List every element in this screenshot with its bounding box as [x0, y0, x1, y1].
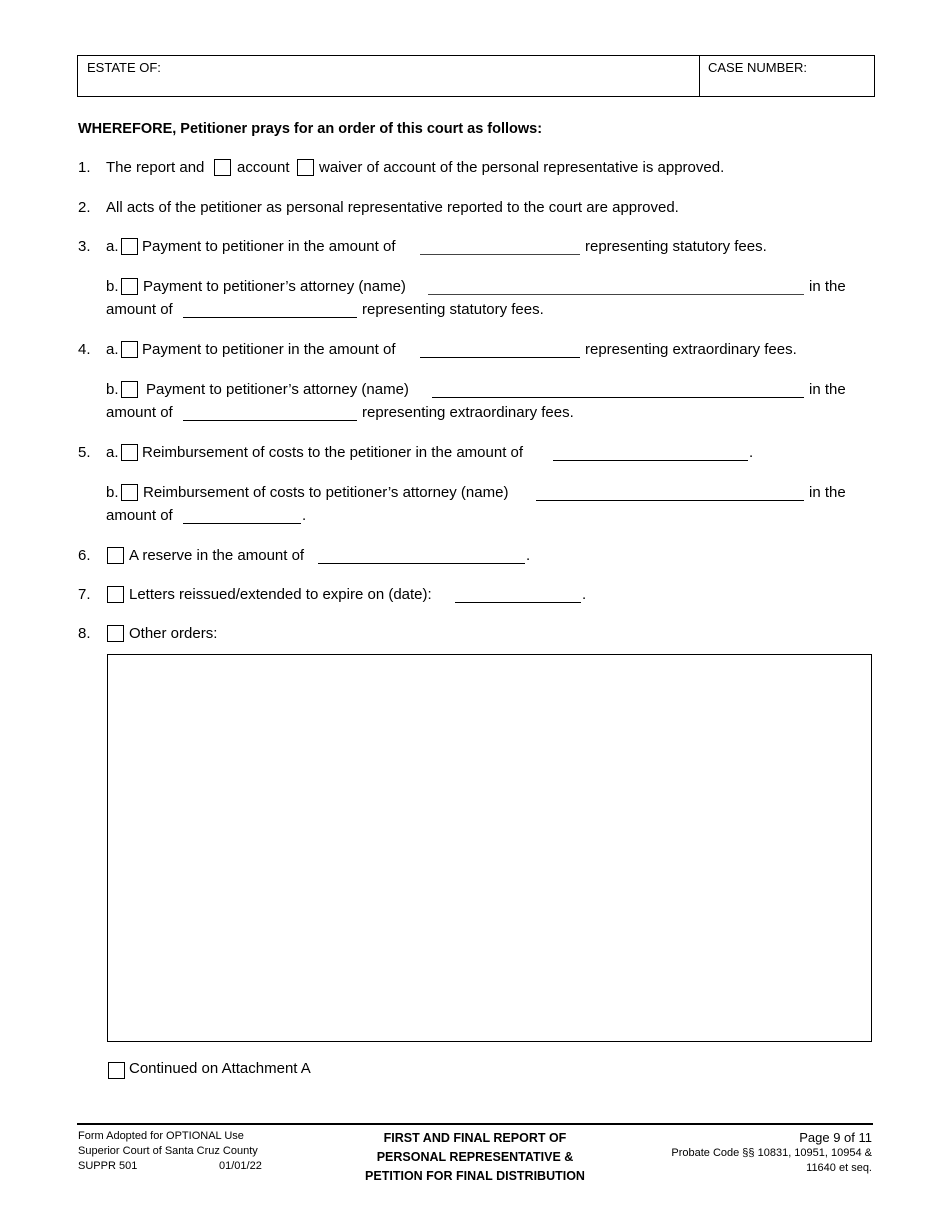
footer-title-line-3: PETITION FOR FINAL DISTRIBUTION — [365, 1169, 585, 1183]
item-7-checkbox[interactable] — [107, 586, 124, 603]
item-4b-attorney-name-field[interactable] — [432, 397, 804, 398]
item-7-number: 7. — [78, 586, 91, 603]
item-5b-amount-field[interactable] — [183, 523, 301, 524]
footer-form-id-row — [78, 1159, 268, 1174]
item-3b-text: Payment to petitioner’s attorney (name) — [143, 278, 406, 295]
item-5a-amount-field[interactable] — [553, 460, 748, 461]
footer-form-number: SUPPR 501 — [78, 1160, 138, 1172]
item-3b-letter: b. — [106, 278, 119, 295]
footer-form-adopted: Form Adopted for OPTIONAL Use — [78, 1130, 244, 1142]
item-4a-text: Payment to petitioner in the amount of — [142, 341, 396, 358]
item-5-number: 5. — [78, 444, 91, 461]
item-3b-amount-of: amount of — [106, 301, 173, 318]
other-orders-textarea[interactable] — [107, 654, 872, 1042]
item-3b-in-the: in the — [809, 278, 846, 295]
item-5a-text: Reimbursement of costs to the petitioner in the amount of — [142, 444, 524, 461]
item-3b-amount-field[interactable] — [183, 317, 357, 318]
item-3b-attorney-name-field[interactable] — [428, 294, 804, 295]
case-number-label: CASE NUMBER: — [708, 60, 807, 75]
item-5a-checkbox[interactable] — [121, 444, 138, 461]
item-3b-checkbox[interactable] — [121, 278, 138, 295]
item-3a-amount-field[interactable] — [420, 254, 580, 255]
item-3a-text: Payment to petitioner in the amount of — [142, 238, 396, 255]
item-4a-checkbox[interactable] — [121, 341, 138, 358]
item-4a-amount-field[interactable] — [420, 357, 580, 358]
reserve-amount-field[interactable] — [318, 563, 525, 564]
item-5b-text: Reimbursement of costs to petitioner’s attorney (name) — [143, 484, 509, 501]
item-8-number: 8. — [78, 625, 91, 642]
item-3b-text-end: representing statutory fees. — [362, 301, 544, 318]
item-4a-text-end: representing extraordinary fees. — [585, 341, 797, 358]
caption-header — [77, 55, 875, 97]
item-8-text: Other orders: — [129, 625, 218, 642]
item-3a-text-end: representing statutory fees. — [585, 238, 767, 255]
item-7-period: . — [582, 586, 587, 603]
item-8-checkbox[interactable] — [107, 625, 124, 642]
wherefore-heading: WHEREFORE, Petitioner prays for an order of this court as follows: — [78, 121, 543, 137]
item-5b-attorney-name-field[interactable] — [536, 500, 804, 501]
footer-right — [671, 1129, 872, 1176]
item-6-text: A reserve in the amount of — [129, 547, 305, 564]
item-5b-period: . — [302, 507, 307, 524]
item-4b-amount-field[interactable] — [183, 420, 357, 421]
item-5b-amount-of: amount of — [106, 507, 173, 524]
item-4b-amount-of: amount of — [106, 404, 173, 421]
item-1-text-a: The report and — [106, 159, 205, 176]
item-5b-letter: b. — [106, 484, 119, 501]
footer-court: Superior Court of Santa Cruz County — [78, 1145, 258, 1157]
item-3a-letter: a. — [106, 238, 119, 255]
item-2-text: All acts of the petitioner as personal representative reported to the court are approved. — [106, 199, 679, 216]
item-4b-checkbox[interactable] — [121, 381, 138, 398]
item-4b-text: Payment to petitioner’s attorney (name) — [146, 381, 409, 398]
item-4a-letter: a. — [106, 341, 119, 358]
continued-attachment-label: Continued on Attachment A — [129, 1060, 311, 1077]
estate-of-label: ESTATE OF: — [87, 60, 161, 75]
item-6-number: 6. — [78, 547, 91, 564]
footer-probate-code-2: 11640 et seq. — [806, 1162, 872, 1174]
waiver-of-account-checkbox[interactable] — [297, 159, 314, 176]
report-account-checkbox[interactable] — [214, 159, 231, 176]
footer-probate-code-1: Probate Code §§ 10831, 10951, 10954 & — [671, 1147, 872, 1159]
item-4b-text-end: representing extraordinary fees. — [362, 404, 574, 421]
item-5a-letter: a. — [106, 444, 119, 461]
item-5a-period: . — [749, 444, 754, 461]
item-3a-checkbox[interactable] — [121, 238, 138, 255]
item-4b-letter: b. — [106, 381, 119, 398]
footer-center — [325, 1129, 625, 1186]
footer-page-number: Page 9 of 11 — [799, 1130, 872, 1145]
footer-rule — [77, 1123, 873, 1125]
item-2-number: 2. — [78, 199, 91, 216]
item-1-number: 1. — [78, 159, 91, 176]
item-5b-checkbox[interactable] — [121, 484, 138, 501]
item-7-text: Letters reissued/extended to expire on (date): — [129, 586, 432, 603]
header-divider — [699, 56, 700, 96]
footer-title-line-2: PERSONAL REPRESENTATIVE & — [376, 1150, 574, 1164]
item-4-number: 4. — [78, 341, 91, 358]
continued-attachment-checkbox[interactable] — [108, 1062, 125, 1079]
item-1-text-c: waiver of account of the personal representative is approved. — [319, 159, 725, 176]
item-6-checkbox[interactable] — [107, 547, 124, 564]
item-6-period: . — [526, 547, 531, 564]
item-4b-in-the: in the — [809, 381, 846, 398]
letters-expire-date-field[interactable] — [455, 602, 581, 603]
item-1-text-b: account — [237, 159, 290, 176]
item-3-number: 3. — [78, 238, 91, 255]
footer-left — [78, 1129, 268, 1174]
footer-form-date: 01/01/22 — [219, 1160, 262, 1172]
footer-title-line-1: FIRST AND FINAL REPORT OF — [383, 1131, 567, 1145]
item-5b-in-the: in the — [809, 484, 846, 501]
